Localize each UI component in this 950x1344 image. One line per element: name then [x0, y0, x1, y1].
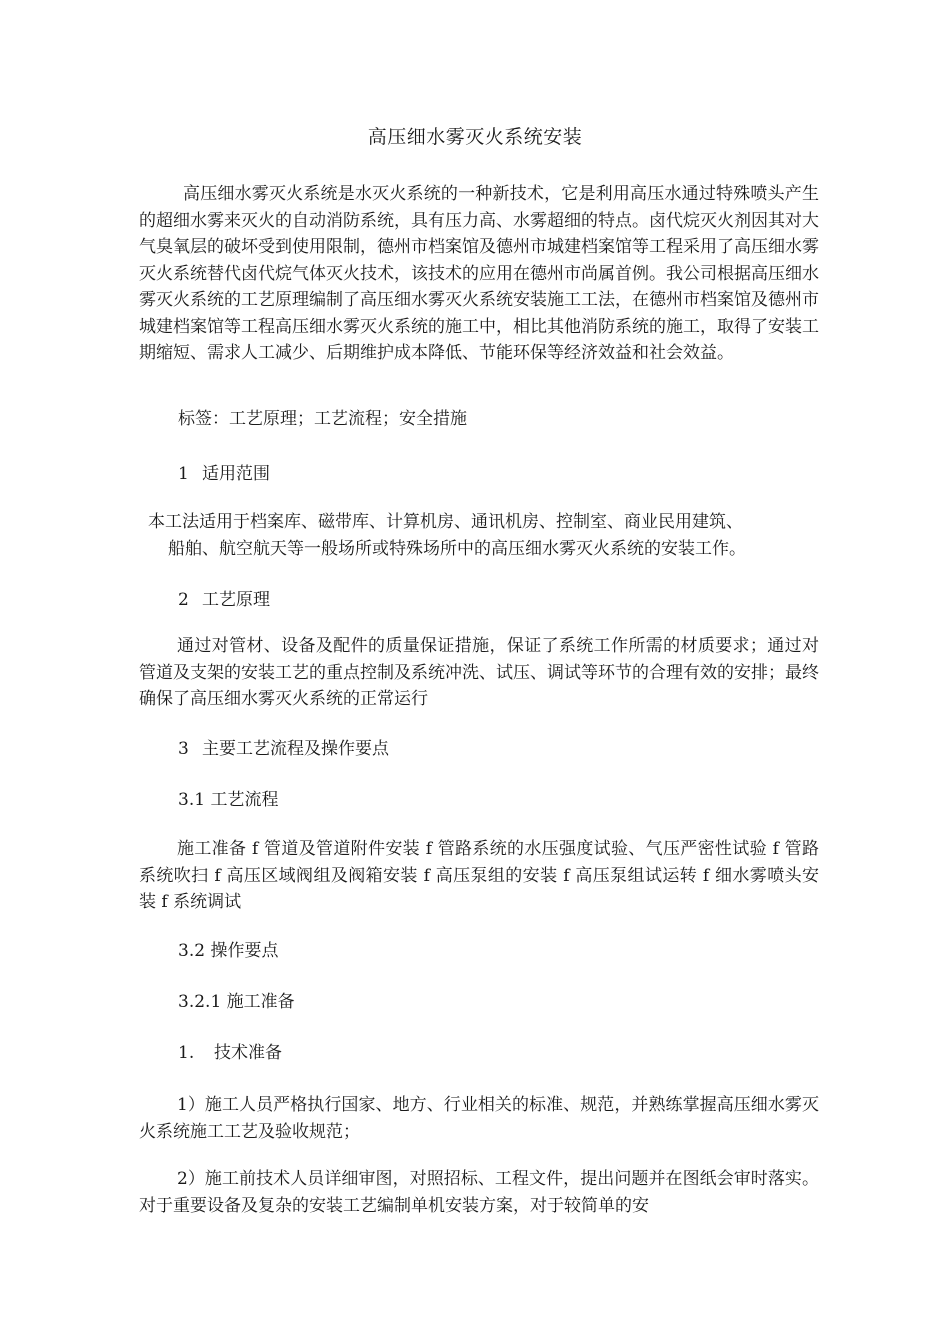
section-1-body	[148, 509, 828, 562]
section-3-2-heading: 3.2 操作要点	[178, 941, 279, 961]
document-title: 高压细水雾灭火系统安装	[367, 126, 583, 148]
section-3-1-heading: 3.1 工艺流程	[178, 790, 279, 810]
section-1-number: 1	[178, 464, 189, 484]
paragraph-1: 1）施工人员严格执行国家、地方、行业相关的标准、规范，并熟练掌握高压细水雾灭火系统施工工艺及验收规范；	[139, 1095, 819, 1142]
paragraph-2: 2）施工前技术人员详细审图，对照招标、工程文件，提出问题并在图纸会审时落实。对于重要设备及复杂的安装工艺编制单机安装方案，对于较简单的安	[139, 1169, 819, 1216]
section-2-heading	[178, 587, 270, 613]
section-2-body: 通过对管材、设备及配件的质量保证措施，保证了系统工作所需的材质要求；通过对管道及支架的安装工艺的重点控制及系统冲洗、试压、调试等环节的合理有效的安排；最终确保了高压细水雾灭火系统的正常运行	[139, 636, 819, 709]
section-3-number: 3	[178, 739, 189, 759]
section-3-heading	[178, 736, 389, 762]
section-1-title: 适用范围	[202, 464, 270, 484]
section-2-number: 2	[178, 590, 189, 610]
section-3-2-1-heading: 3.2.1 施工准备	[178, 992, 295, 1012]
section-1-body-line-1: 本工法适用于档案库、磁带库、计算机房、通讯机房、控制室、商业民用建筑、	[148, 512, 743, 532]
tags-line: 标签：工艺原理；工艺流程；安全措施	[178, 409, 467, 429]
section-1-heading	[178, 461, 270, 487]
section-3-title: 主要工艺流程及操作要点	[202, 739, 389, 759]
item-1-number: 1.	[178, 1043, 195, 1063]
section-1-body-line-2: 船舶、航空航天等一般场所或特殊场所中的高压细水雾灭火系统的安装工作。	[168, 538, 746, 559]
section-3-1-body: 施工准备 f 管道及管道附件安装 f 管路系统的水压强度试验、气压严密性试验 f 管路系统吹扫 f 高压区域阀组及阀箱安装 f 高压泵组的安装 f 高压泵组试运转 f 细水雾喷头安装 f 系统调试	[139, 839, 819, 912]
intro-paragraph: 高压细水雾灭火系统是水灭火系统的一种新技术，它是利用高压水通过特殊喷头产生的超细水雾来灭火的自动消防系统，具有压力高、水雾超细的特点。卤代烷灭火剂因其对大气臭氧层的破坏受到使用限制，德州市档案馆及德州市城建档案馆等工程采用了高压细水雾灭火系统替代卤代烷气体灭火技术，该技术的应用在德州市尚属首例。我公司根据高压细水雾灭火系统的工艺原理编制了高压细水雾灭火系统安装施工工法，在德州市档案馆及德州市城建档案馆等工程高压细水雾灭火系统的施工中，相比其他消防系统的施工，取得了安装工期缩短、需求人工减少、后期维护成本降低、节能环保等经济效益和社会效益。	[139, 184, 819, 363]
section-2-title: 工艺原理	[202, 590, 270, 610]
item-1-heading	[178, 1040, 282, 1066]
item-1-title: 技术准备	[214, 1043, 282, 1063]
